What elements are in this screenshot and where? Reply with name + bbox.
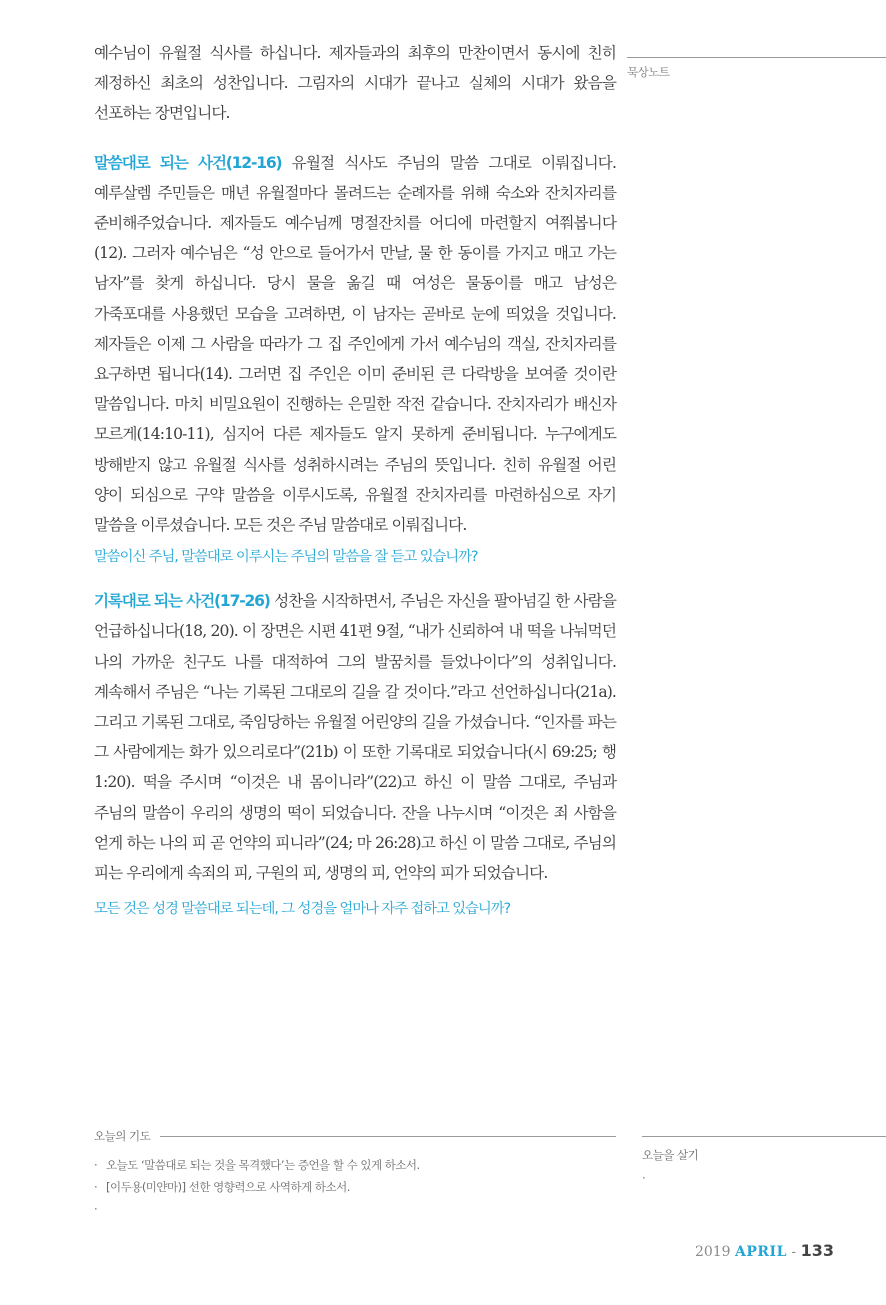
- prayer-item: ·: [94, 1202, 98, 1216]
- main-content: [94, 38, 616, 922]
- meditation-note-panel: [627, 57, 886, 80]
- prayer-divider: [160, 1136, 616, 1137]
- page-number: 133: [800, 1241, 834, 1260]
- living-bullet: ·: [642, 1171, 646, 1185]
- prayer-header: [94, 1128, 616, 1144]
- section-1-paragraph: [94, 148, 616, 541]
- footer-dash: -: [791, 1244, 797, 1260]
- prayer-title: 오늘의 기도: [94, 1129, 151, 1143]
- section-2-body: 성찬을 시작하면서, 주님은 자신을 팔아넘길 한 사람을 언급하십니다(18, 20). 이 장면은 시편 41편 9절, “내가 신뢰하여 내 떡을 나눠먹던 나의 가까운 친구도 나를 대적하여 그의 발꿈치를 들었나이다”의 성취입니다. 계속해서 주님은 “나는 기록된 그대로의 길을 갈 것이다.”라고 선언하십니다(21a). 그리고 기록된 그대로, 죽임당하는 유월절 어린양의 길을 가셨습니다. “인자를 파는 그 사람에게는 화가 있으리로다”(21b) 이 또한 기록대로 되었습니다(시 69:25; 행 1:20). 떡을 주시며 “이것은 내 몸이니라”(22)고 하신 이 말씀 그대로, 주님과 주님의 말씀이 우리의 생명의 떡이 되었습니다. 잔을 나누시며 “이것은 죄 사함을 얻게 하는 나의 피 곧 언약의 피니라”(24; 마 26:28)고 하신 이 말씀 그대로, 주님의 피는 우리에게 속죄의 피, 구원의 피, 생명의 피, 언약의 피가 되었습니다.: [94, 592, 616, 883]
- section-1-question: 말씀이신 주님, 말씀대로 이루시는 주님의 말씀을 잘 듣고 있습니까?: [94, 549, 478, 566]
- section-2-heading: 기록대로 되는 사건(17-26): [94, 592, 270, 611]
- living-today-panel: [642, 1136, 886, 1187]
- living-title: 오늘을 살기: [642, 1148, 699, 1162]
- page-footer: [695, 1241, 834, 1260]
- meditation-note-label: 묵상노트: [627, 65, 670, 79]
- intro-paragraph: 예수님이 유월절 식사를 하십니다. 제자들과의 최후의 만찬이면서 동시에 친히 제정하신 최초의 성찬입니다. 그림자의 시대가 끝나고 실체의 시대가 왔음을 선포하는 장면입니다.: [94, 44, 616, 123]
- prayer-item: · [이두용(미얀마)] 선한 영향력으로 사역하게 하소서.: [94, 1180, 350, 1194]
- section-2-paragraph: [94, 586, 616, 888]
- section-1-body: 유월절 식사도 주님의 말씀 그대로 이뤄집니다. 예루살렘 주민들은 매년 유월절마다 몰려드는 순례자를 위해 숙소와 잔치자리를 준비해주었습니다. 제자들도 예수님께 명절잔치를 어디에 마련할지 여쭤봅니다(12). 그러자 예수님은 “성 안으로 들어가서 만날, 물 한 동이를 가지고 매고 가는 남자”를 찾게 하십니다. 당시 물을 옮길 때 여성은 물동이를 매고 남성은 가죽포대를 사용했던 모습을 고려하면, 이 남자는 곧바로 눈에 띄었을 것입니다. 제자들은 이제 그 사람을 따라가 그 집 주인에게 가서 예수님의 객실, 잔치자리를 요구하면 됩니다(14). 그러면 집 주인은 이미 준비된 큰 다락방을 보여줄 것이란 말씀입니다. 마치 비밀요원이 진행하는 은밀한 작전 같습니다. 잔치자리가 배신자 모르게(14:10-11), 심지어 다른 제자들도 알지 못하게 준비됩니다. 누구에게도 방해받지 않고 유월절 식사를 성취하시려는 주님의 뜻입니다. 친히 유월절 어린 양이 되심으로 구약 말씀을 이루시도록, 유월절 잔치자리를 마련하심으로 자기 말씀을 이루셨습니다. 모든 것은 주님 말씀대로 이뤄집니다.: [94, 153, 617, 535]
- section-2-question: 모든 것은 성경 말씀대로 되는데, 그 성경을 얼마나 자주 접하고 있습니까?: [94, 901, 510, 918]
- footer-year: 2019: [694, 1244, 731, 1260]
- prayer-item: · 오늘도 ‘말씀대로 되는 것을 목격했다’는 증언을 할 수 있게 하소서.: [94, 1158, 420, 1172]
- prayer-list: [94, 1154, 616, 1220]
- todays-prayer: [94, 1128, 616, 1220]
- footer-month: APRIL: [735, 1244, 787, 1260]
- section-1-heading: 말씀대로 되는 사건(12-16): [94, 153, 282, 172]
